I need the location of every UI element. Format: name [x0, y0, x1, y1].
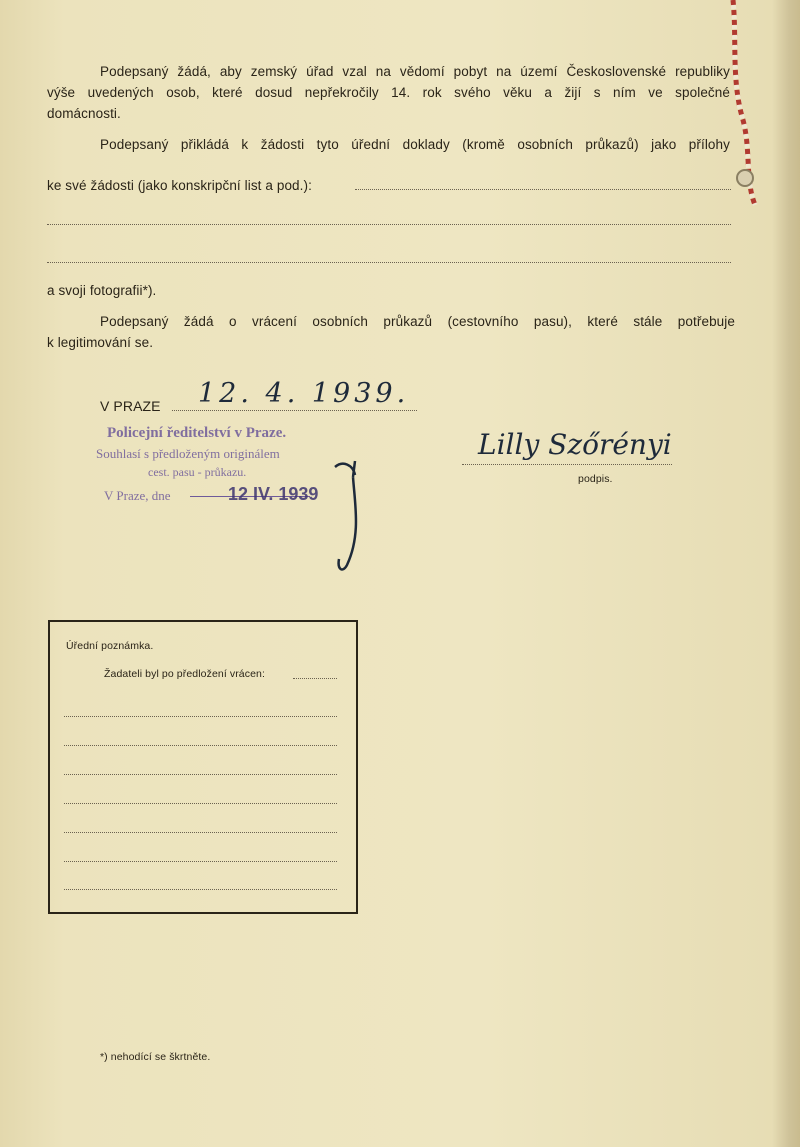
para1-line3: domácnosti. — [47, 106, 121, 121]
stamp-line4-prefix: V Praze, dne — [104, 488, 171, 503]
attachments-line-1 — [355, 189, 731, 190]
para2-line2: ke své žádosti (jako konskripční list a pod.): — [47, 178, 312, 193]
official-line-5 — [64, 803, 337, 804]
official-line-3 — [64, 745, 337, 746]
place-label: V PRAZE — [100, 398, 161, 414]
footnote: *) nehodící se škrtněte. — [100, 1051, 211, 1063]
para1-line1: Podepsaný žádá, aby zemský úřad vzal na vědomí pobyt na území Československé republiky — [100, 64, 730, 79]
para3-line2: k legitimování se. — [47, 335, 154, 350]
official-line-4 — [64, 774, 337, 775]
attachments-line-3 — [47, 262, 731, 263]
para2-line3: a svoji fotografii*). — [47, 283, 157, 298]
handwritten-initial-mark — [325, 455, 375, 590]
attachments-line-2 — [47, 224, 731, 225]
signature: Lilly Szőrényi — [478, 428, 672, 461]
page-edge — [772, 0, 800, 1147]
official-line-6 — [64, 832, 337, 833]
official-box-subtitle: Žadateli byl po předložení vrácen: — [104, 668, 265, 680]
official-box-title: Úřední poznámka. — [66, 640, 154, 652]
bleed-through-text — [40, 575, 740, 615]
para2-line1: Podepsaný přikládá k žádosti tyto úřední doklady (kromě osobních průkazů) jako přílohy — [100, 137, 730, 152]
official-line-1 — [293, 678, 337, 679]
stamp-date: 12 IV. 1939 — [228, 484, 319, 504]
signature-line — [462, 464, 672, 465]
stamp-line3: cest. pasu - průkazu. — [148, 465, 247, 479]
official-line-2 — [64, 716, 337, 717]
para3-line1: Podepsaný žádá o vrácení osobních průkazů (cestovního pasu), které stále potřebuje — [100, 314, 735, 329]
para1-line2: výše uvedených osob, které dosud nepřekročily 14. rok svého věku a žijí s ním ve společné — [47, 85, 730, 100]
official-line-7 — [64, 861, 337, 862]
date-line — [172, 410, 417, 411]
stamp-line2: Souhlasí s předloženým originálem — [96, 446, 280, 461]
binding-string — [715, 0, 765, 210]
signature-label: podpis. — [578, 473, 613, 485]
stamp-line1: Policejní ředitelství v Praze. — [107, 425, 287, 441]
official-line-8 — [64, 889, 337, 890]
handwritten-date: 12. 4. 1939. — [198, 378, 410, 409]
